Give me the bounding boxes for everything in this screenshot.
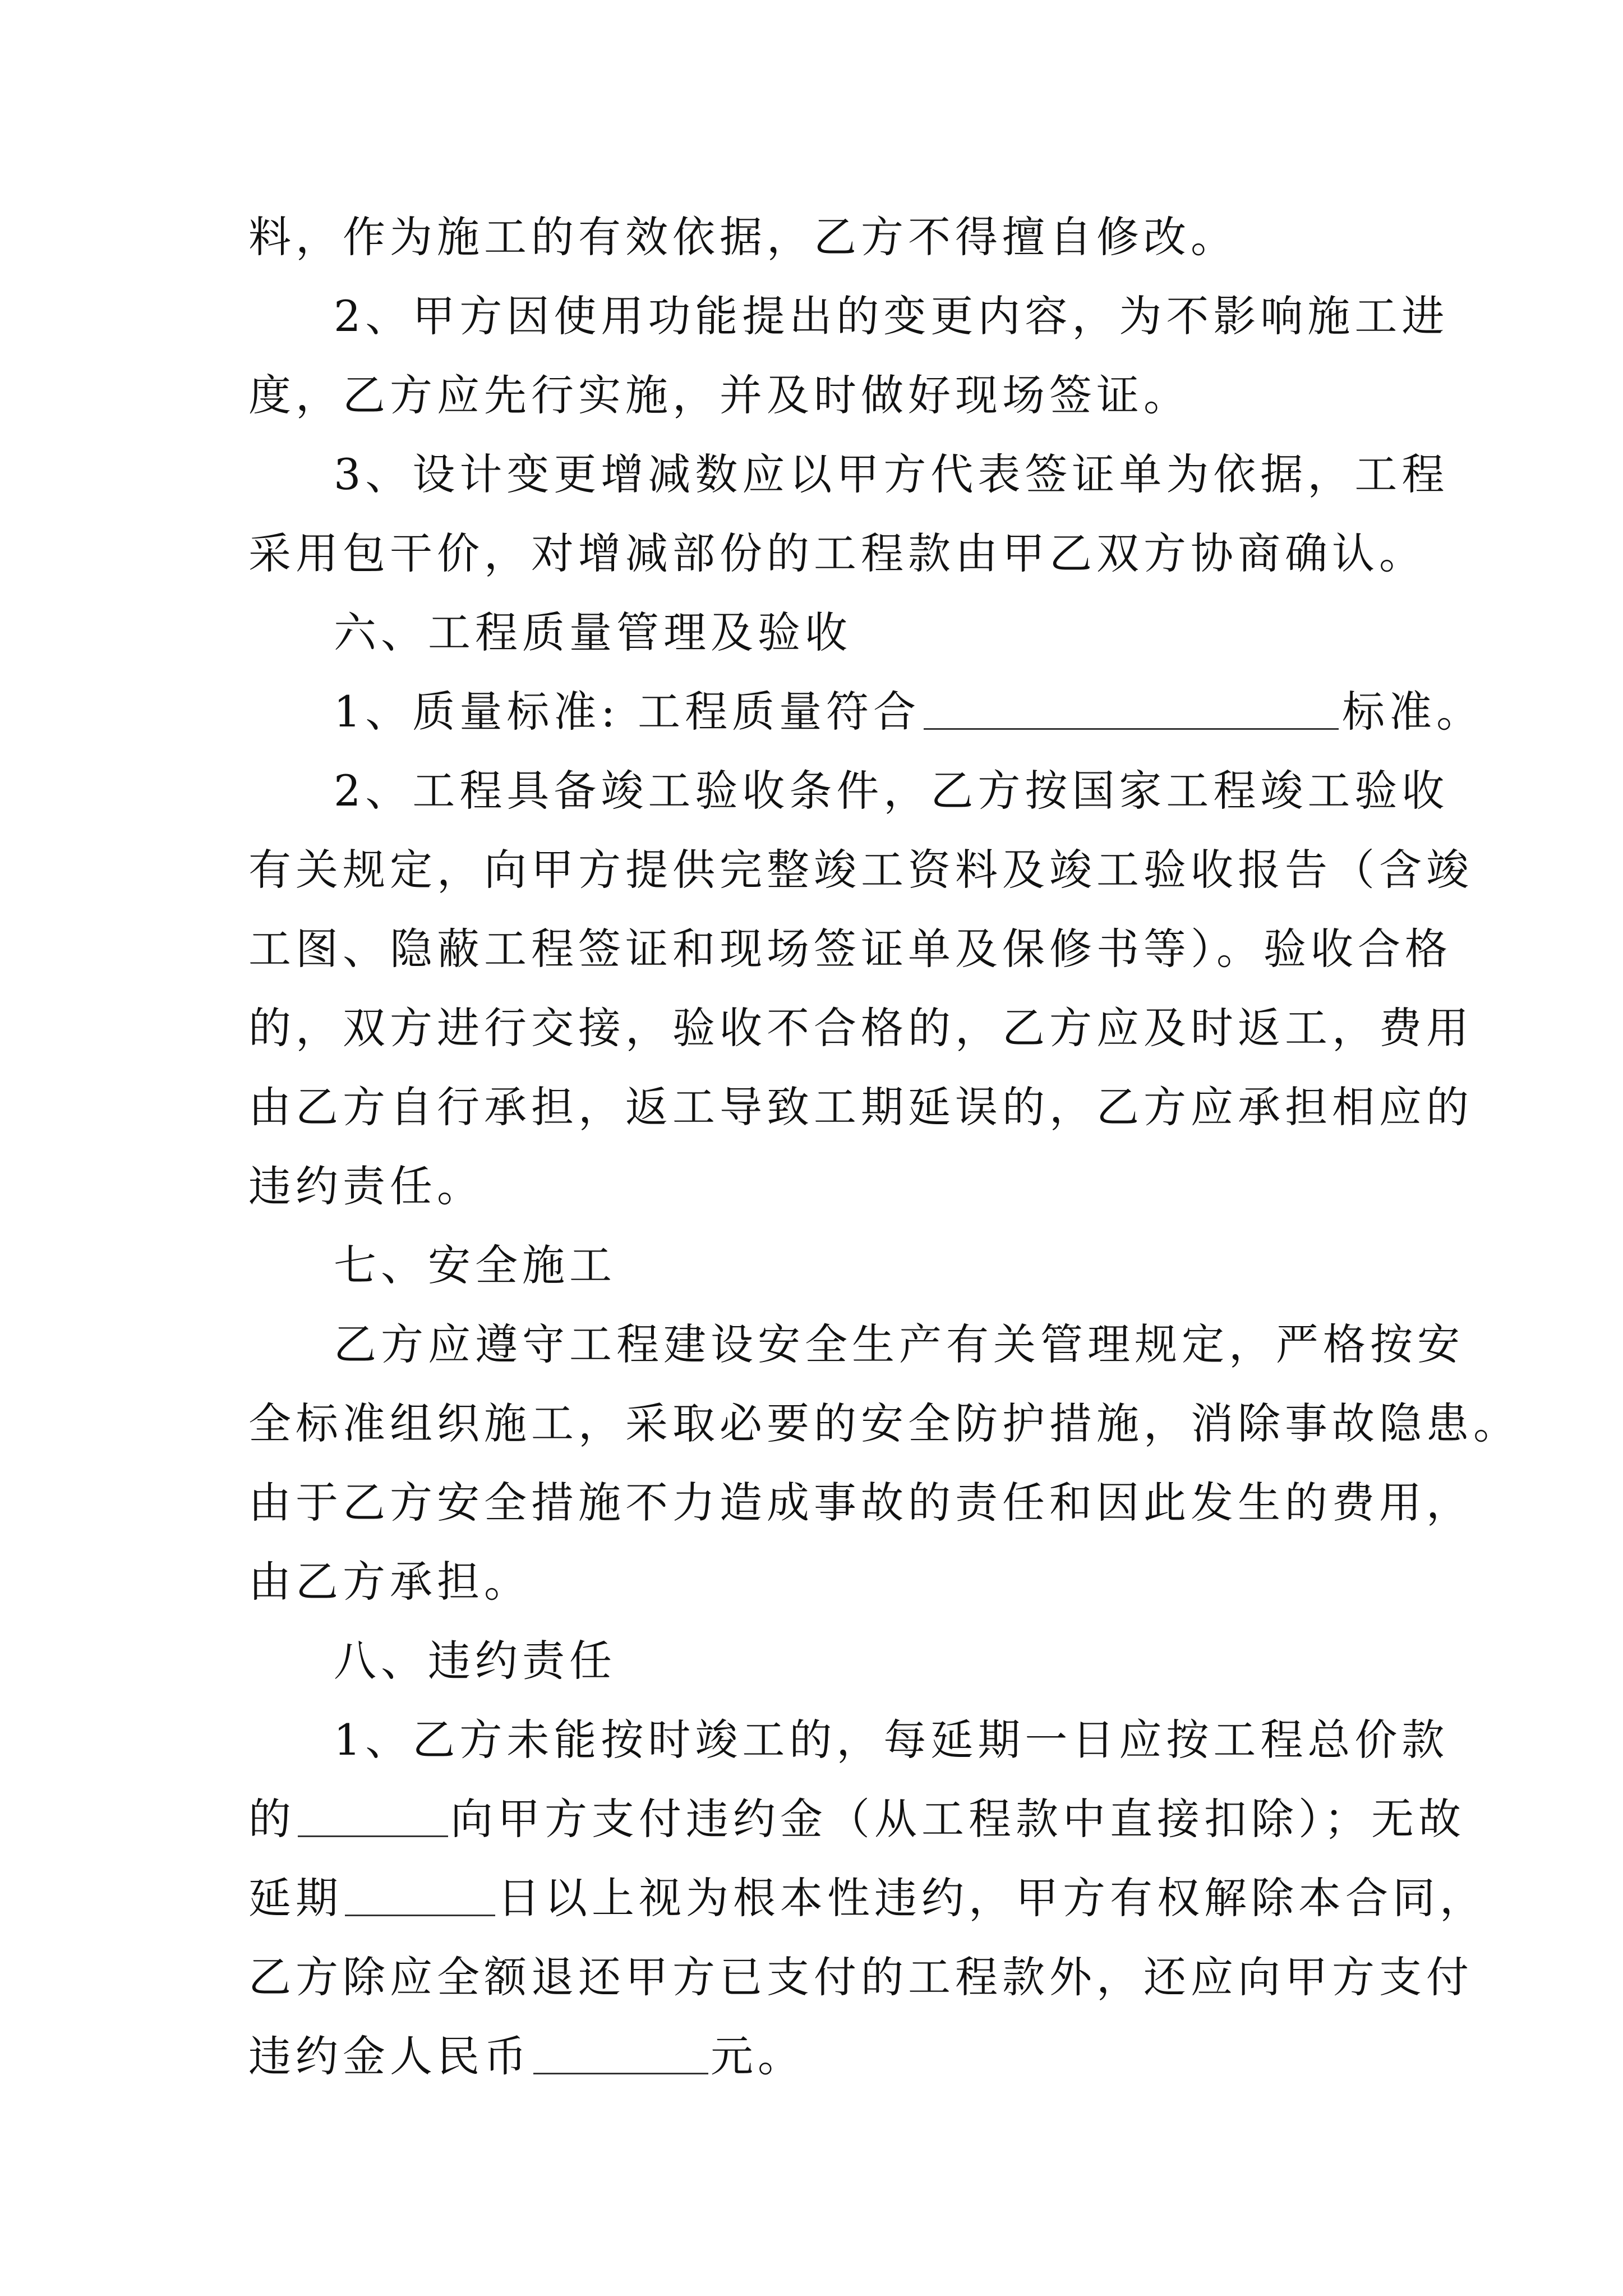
paragraph-line: 工图、隐蔽工程签证和现场签证单及保修书等）。验收合格 — [248, 924, 1452, 974]
paragraph-line: 乙方除应全额退还甲方已支付的工程款外，还应向甲方支付 — [248, 1952, 1473, 2002]
section-heading: 七、安全施工 — [334, 1240, 616, 1290]
paragraph-line — [248, 1779, 1465, 1858]
paragraph-line: 2、工程具备竣工验收条件，乙方按国家工程竣工验收 — [334, 766, 1449, 816]
paragraph-line: 料，作为施工的有效依据，乙方不得擅自修改。 — [248, 212, 1238, 262]
paragraph-line: 3、设计变更增减数应以甲方代表签证单为依据，工程 — [334, 449, 1449, 499]
quality-standard-suffix: 标准。 — [1342, 687, 1484, 737]
penalty-rate-blank — [298, 1802, 448, 1837]
document-body — [248, 197, 1520, 2096]
paragraph-line — [248, 1858, 1487, 1938]
section-heading: 六、工程质量管理及验收 — [334, 608, 852, 657]
paragraph-line: 由于乙方安全措施不力造成事故的责任和因此发生的费用， — [248, 1478, 1473, 1527]
paragraph-line — [248, 2017, 1381, 2096]
paragraph-line — [248, 672, 1484, 751]
quality-standard-label: 1、质量标准: 工程质量符合 — [334, 687, 921, 737]
penalty-amount-suffix: 元。 — [711, 2031, 805, 2081]
quality-standard-blank — [924, 694, 1339, 730]
paragraph-line: 乙方应遵守工程建设安全生产有关管理规定，严格按安 — [334, 1319, 1464, 1369]
paragraph-line: 2、甲方因使用功能提出的变更内容，为不影响施工进 — [334, 291, 1449, 341]
paragraph-line: 采用包干价，对增减部份的工程款由甲乙双方协商确认。 — [248, 528, 1426, 578]
delay-days-prefix: 延期 — [248, 1873, 343, 1923]
paragraph-line: 1、乙方未能按时竣工的，每延期一日应按工程总价款 — [334, 1715, 1449, 1765]
penalty-amount-blank — [533, 2039, 708, 2074]
paragraph-line: 由乙方承担。 — [248, 1557, 531, 1607]
delay-days-suffix: 日以上视为根本性违约，甲方有权解除本合同， — [497, 1873, 1487, 1923]
penalty-rate-suffix: 向甲方支付违约金（从工程款中直接扣除）；无故 — [450, 1794, 1465, 1844]
section-heading: 八、违约责任 — [334, 1636, 616, 1686]
paragraph-line: 的，双方进行交接，验收不合格的，乙方应及时返工，费用 — [248, 1003, 1473, 1053]
paragraph-line: 有关规定，向甲方提供完整竣工资料及竣工验收报告（含竣 — [248, 845, 1473, 895]
paragraph-line: 违约责任。 — [248, 1161, 484, 1211]
delay-days-blank — [345, 1881, 495, 1916]
paragraph-line: 全标准组织施工，采取必要的安全防护措施，消除事故隐患。 — [248, 1398, 1520, 1448]
penalty-amount-prefix: 违约金人民币 — [248, 2031, 531, 2081]
paragraph-line: 度，乙方应先行实施，并及时做好现场签证。 — [248, 370, 1191, 420]
paragraph-line: 由乙方自行承担，返工导致工期延误的，乙方应承担相应的 — [248, 1082, 1473, 1132]
penalty-rate-prefix: 的 — [248, 1794, 296, 1844]
